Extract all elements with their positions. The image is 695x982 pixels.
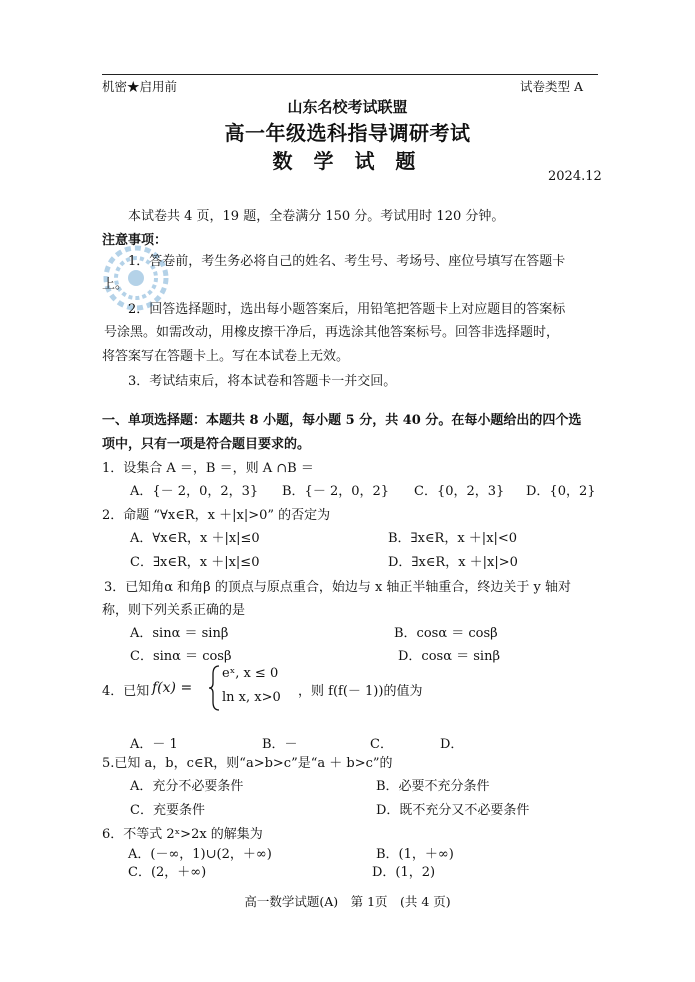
q4-function-name: f(x) = — [152, 680, 193, 696]
q6-option-d: D．(1，2) — [372, 865, 436, 880]
q4-brace-icon — [209, 664, 221, 712]
q2-option-d: D．∃x∈R，x ＋|x|>0 — [388, 555, 518, 570]
note-2-line-2: 号涂黑。如需改动，用橡皮擦干净后，再选涂其他答案标号。回答非选择题时， — [104, 325, 560, 340]
q4-option-c: C． — [370, 737, 393, 752]
note-1-line-2: 上。 — [102, 277, 129, 292]
q2-option-c: C．∃x∈R，x ＋|x|≤0 — [130, 555, 260, 570]
section-1-heading-line-2: 项中，只有一项是符合题目要求的。 — [102, 437, 311, 452]
q4-option-d: D． — [440, 737, 464, 752]
q4-prefix: 4．已知 — [102, 684, 150, 699]
q3-option-a: A．sinα ＝ sinβ — [130, 626, 229, 641]
q3-stem-line-1: 3．已知角α 和角β 的顶点与原点重合，始边与 x 轴正半轴重合，终边关于 y 轴对 — [104, 580, 572, 595]
q2-option-b: B．∃x∈R，x ＋|x|<0 — [388, 531, 518, 546]
section-1-heading-line-1: 一、单项选择题：本题共 8 小题，每小题 5 分，共 40 分。在每小题给出的四个选 — [102, 413, 582, 428]
q1-option-c: C．{0，2，3} — [414, 484, 505, 499]
q3-option-c: C．sinα ＝ cosβ — [130, 649, 232, 664]
q5-stem: 5.已知 a，b，c∈R，则“a>b>c”是“a ＋ b>c”的 — [102, 756, 393, 771]
q6-stem: 6．不等式 2ˣ>2x 的解集为 — [102, 827, 263, 842]
intro-text: 本试卷共 4 页，19 题，全卷满分 150 分。考试用时 120 分钟。 — [128, 209, 505, 224]
q4-case-2: ln x, x>0 — [222, 690, 281, 705]
note-1-line-1: 1．答卷前，考生务必将自己的姓名、考生号、考场号、座位号填写在答题卡 — [128, 254, 566, 269]
q1-option-a: A．{－ 2，0，2，3} — [130, 484, 259, 499]
q4-option-a: A．－ 1 — [130, 737, 178, 752]
secret-label: 机密★启用前 — [102, 79, 178, 94]
q5-option-c: C．充要条件 — [130, 803, 205, 818]
q5-option-b: B．必要不充分条件 — [376, 779, 490, 794]
subject-title: 数 学 试 题 — [272, 149, 423, 173]
note-2-line-3: 将答案写在答题卡上。写在本试卷上无效。 — [102, 349, 350, 364]
q4-option-b: B．－ — [262, 737, 298, 752]
q1-stem: 1．设集合 A ＝，B ＝，则 A ∩B ＝ — [102, 461, 314, 476]
exam-date: 2024.12 — [548, 169, 602, 184]
q1-option-b: B．{－ 2，0，2} — [282, 484, 390, 499]
note-2-line-1: 2．回答选择题时，选出每小题答案后，用铅笔把答题卡上对应题目的答案标 — [128, 302, 566, 317]
q2-stem: 2．命题 “∀x∈R，x ＋|x|>0” 的否定为 — [102, 508, 331, 523]
q6-option-c: C．(2，＋∞) — [128, 865, 207, 880]
q5-option-d: D．既不充分又不必要条件 — [376, 803, 530, 818]
q6-option-b: B．(1，＋∞) — [376, 847, 454, 862]
q3-option-d: D．cosα ＝ sinβ — [398, 649, 500, 664]
q3-stem-line-2: 称，则下列关系正确的是 — [102, 603, 246, 618]
q4-suffix: ，则 f(f(－ 1))的值为 — [298, 684, 423, 699]
q5-option-a: A．充分不必要条件 — [130, 779, 244, 794]
q3-option-b: B．cosα ＝ cosβ — [394, 626, 498, 641]
exam-title: 高一年级选科指导调研考试 — [224, 121, 471, 145]
q6-option-a: A．(－∞，1)∪(2，＋∞) — [128, 847, 272, 862]
paper-type-label: 试卷类型 A — [520, 79, 584, 94]
q1-option-d: D．{0，2} — [526, 484, 596, 499]
q4-case-1: eˣ, x ≤ 0 — [222, 666, 279, 681]
notes-heading: 注意事项： — [102, 233, 168, 248]
page-footer: 高一数学试题(A) 第 1页 (共 4 页) — [244, 894, 451, 909]
q2-option-a: A．∀x∈R，x ＋|x|≤0 — [130, 531, 260, 546]
note-3: 3．考试结束后，将本试卷和答题卡一并交回。 — [128, 374, 397, 389]
organization-title: 山东名校考试联盟 — [287, 98, 408, 116]
header-rule — [102, 74, 598, 75]
